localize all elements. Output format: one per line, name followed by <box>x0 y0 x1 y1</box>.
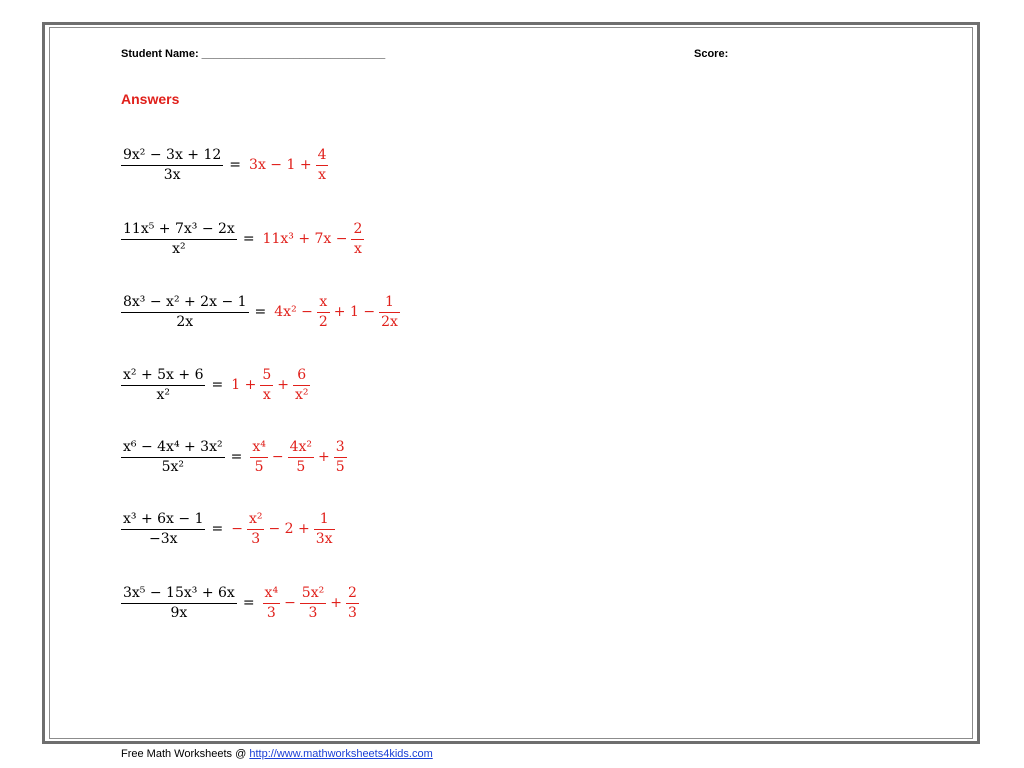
denominator: 5 <box>254 458 264 475</box>
answer-fraction <box>300 586 326 620</box>
numerator: 3x⁵ − 15x³ + 6x <box>123 585 235 601</box>
answer-term: − <box>271 449 284 466</box>
equals-sign: = <box>242 231 255 248</box>
numerator: 1 <box>385 294 394 310</box>
answer-fraction <box>334 440 347 474</box>
numerator: x³ + 6x − 1 <box>123 511 204 527</box>
answer-fraction <box>314 512 335 546</box>
problem-row <box>121 440 349 474</box>
denominator: 3 <box>266 604 276 621</box>
answer-term: − <box>231 521 243 538</box>
problem-fraction <box>121 295 249 329</box>
numerator: 2 <box>353 221 363 237</box>
equals-sign: = <box>211 377 224 394</box>
numerator: 6 <box>297 367 307 383</box>
problem-row <box>121 222 366 256</box>
answer-fraction <box>288 440 314 474</box>
numerator: x² + 5x + 6 <box>123 367 204 383</box>
numerator: 4x² <box>289 439 313 455</box>
numerator: 1 <box>319 511 329 527</box>
denominator: x² <box>172 240 186 257</box>
problem-fraction <box>121 586 237 620</box>
answer-term: + <box>330 595 342 612</box>
problem-row <box>121 148 330 182</box>
answer-term: − <box>284 595 296 612</box>
answer-fraction <box>260 368 273 402</box>
denominator: 3x <box>315 530 333 547</box>
problem-row <box>121 368 312 402</box>
denominator: 3 <box>347 604 357 621</box>
answers-title: Answers <box>121 91 180 107</box>
answer-term: + 1 − <box>333 304 376 321</box>
numerator: 9x² − 3x + 12 <box>123 147 222 163</box>
numerator: x⁶ − 4x⁴ + 3x² <box>123 439 223 455</box>
numerator: 4 <box>317 147 327 163</box>
denominator: 9x <box>170 604 188 621</box>
answer-fraction <box>263 586 281 620</box>
denominator: x <box>262 386 271 403</box>
answer-term: + <box>277 377 289 394</box>
answer-fraction <box>247 512 265 546</box>
numerator: x <box>319 294 328 310</box>
answer-fraction <box>379 295 400 329</box>
problem-row <box>121 586 361 620</box>
denominator: 5 <box>335 458 345 475</box>
numerator: x² <box>248 511 263 527</box>
answer-fraction <box>293 368 311 402</box>
problem-fraction <box>121 148 223 182</box>
denominator: x <box>353 240 362 257</box>
answer-term: 11x³ + 7x − <box>262 231 348 248</box>
denominator: 2x <box>176 313 194 330</box>
answer-fraction <box>317 295 330 329</box>
denominator: x <box>318 166 326 183</box>
denominator: 3x <box>163 166 181 183</box>
score-label: Score: <box>694 48 729 60</box>
denominator: 2x <box>381 313 398 330</box>
equals-sign: = <box>230 449 243 466</box>
problem-row <box>121 295 402 329</box>
numerator: 2 <box>347 585 357 601</box>
numerator: 5 <box>262 367 272 383</box>
denominator: x² <box>156 386 170 403</box>
answer-fraction <box>351 222 364 256</box>
numerator: 5x² <box>301 585 325 601</box>
student-name-label: Student Name: ______________________________ <box>121 48 386 60</box>
problem-fraction <box>121 368 205 402</box>
footer <box>121 748 433 760</box>
denominator: 3 <box>308 604 318 621</box>
equals-sign: = <box>229 157 242 174</box>
denominator: 2 <box>318 313 328 330</box>
equals-sign: = <box>211 521 224 538</box>
answer-fraction <box>346 586 359 620</box>
footer-prefix: Free Math Worksheets @ <box>121 748 250 760</box>
denominator: 3 <box>251 530 261 547</box>
problem-fraction <box>121 440 225 474</box>
answer-term: + <box>318 449 330 466</box>
numerator: x⁴ <box>264 585 279 601</box>
problem-fraction <box>121 512 205 546</box>
answer-term: 4x² − <box>274 304 313 321</box>
denominator: x² <box>294 386 309 403</box>
answer-fraction <box>250 440 268 474</box>
problem-fraction <box>121 222 237 256</box>
denominator: 5x² <box>161 458 185 475</box>
equals-sign: = <box>254 304 267 321</box>
numerator: 11x⁵ + 7x³ − 2x <box>123 221 235 237</box>
denominator: 5 <box>296 458 306 475</box>
denominator: −3x <box>148 530 178 547</box>
equals-sign: = <box>242 595 255 612</box>
problem-row <box>121 512 337 546</box>
answer-fraction <box>316 148 329 182</box>
footer-link[interactable]: http://www.mathworksheets4kids.com <box>249 748 433 760</box>
numerator: 8x³ − x² + 2x − 1 <box>123 294 247 310</box>
answer-term: − 2 + <box>268 521 310 538</box>
answer-term: 1 + <box>231 377 257 394</box>
numerator: 3 <box>335 439 345 455</box>
numerator: x⁴ <box>252 439 266 455</box>
answer-term: 3x − 1 + <box>249 157 312 174</box>
